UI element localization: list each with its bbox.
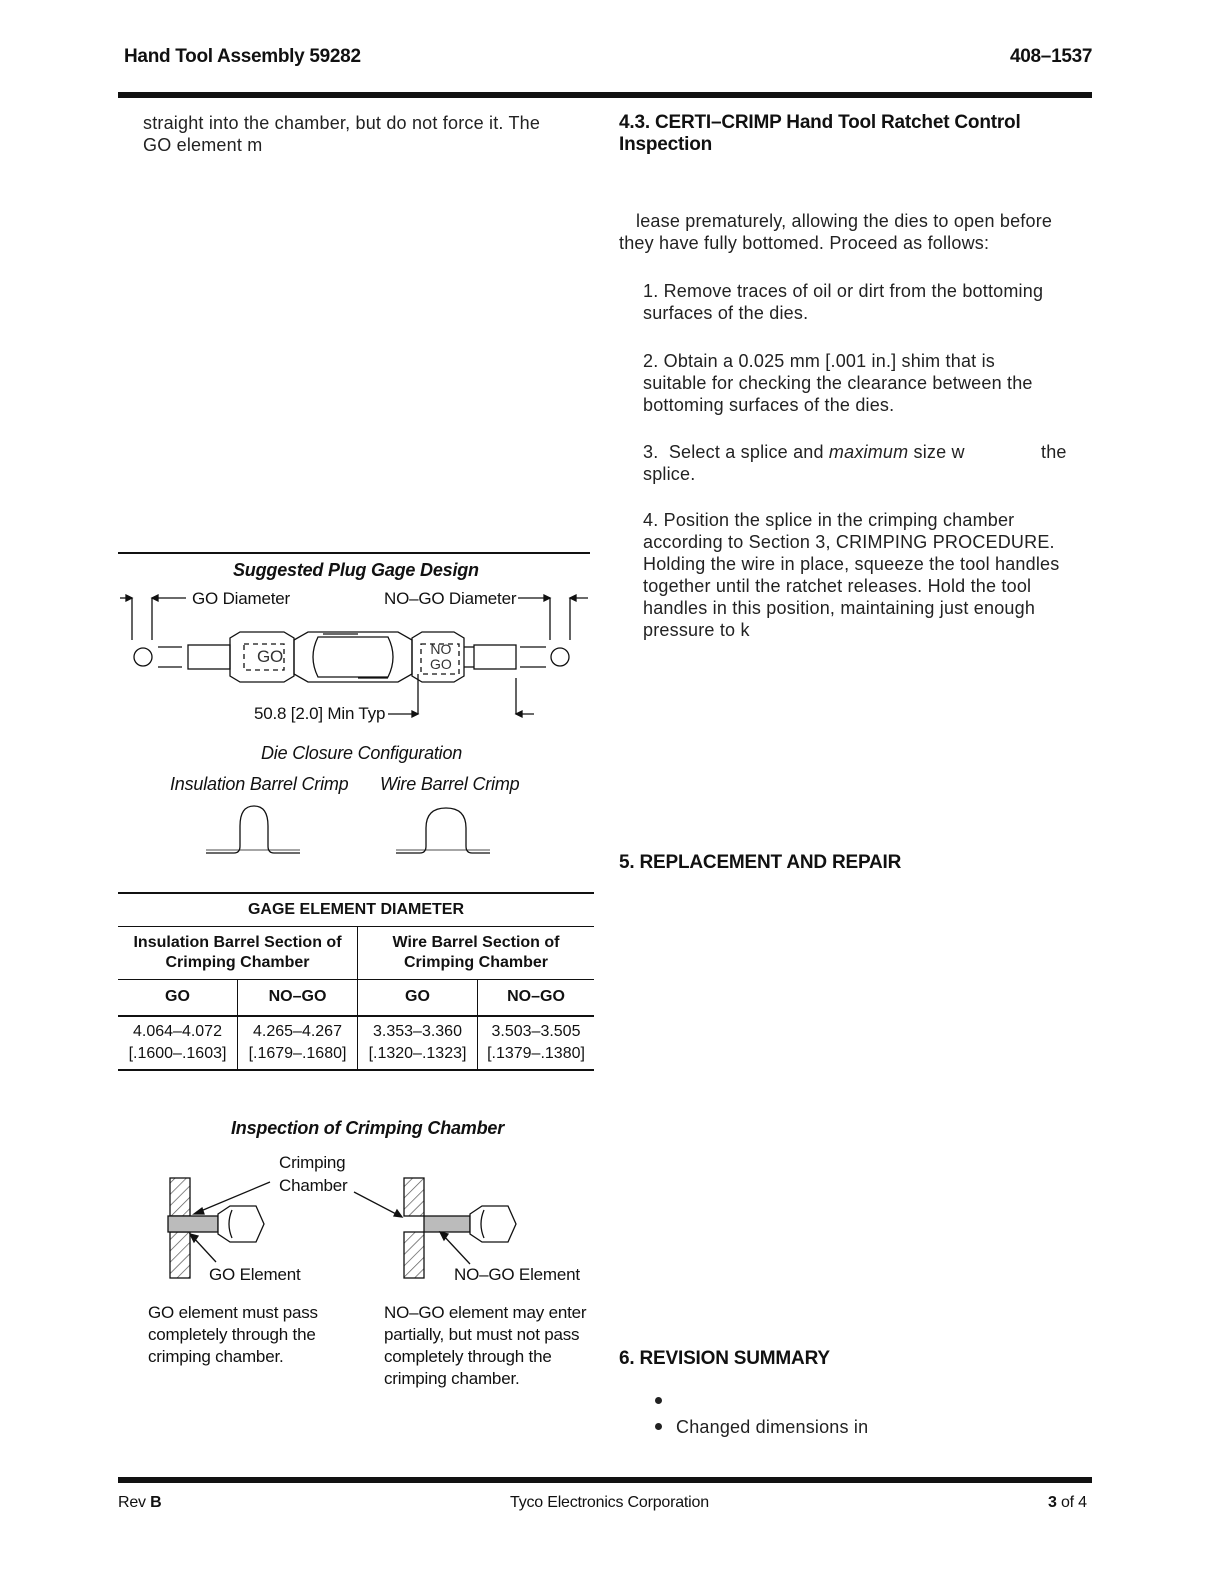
cell-in: [.1320–.1323] — [368, 1044, 467, 1062]
step-4-line-6: pressure to k — [643, 620, 750, 640]
wire-group-line-2: Crimping Chamber — [403, 954, 548, 971]
revision-label — [118, 1494, 161, 1512]
step-1-line-2: surfaces of the dies. — [643, 303, 809, 323]
column-header: NO–GO — [238, 980, 358, 1016]
cell-in: [.1379–.1380] — [487, 1044, 585, 1062]
step-2-line-3: bottoming surfaces of the dies. — [643, 395, 895, 415]
nogo-note-line-4: crimping chamber. — [384, 1369, 520, 1388]
go-pin-label: GO — [257, 647, 284, 666]
gage-element-table — [118, 894, 594, 1071]
go-note-line-3: crimping chamber. — [148, 1347, 284, 1366]
revision-bullet-2: Changed dimensions in — [676, 1417, 869, 1437]
step-3-prefix: 3. Select a splice and — [643, 442, 829, 462]
left-intro-line-1: straight into the chamber, but do not force it. The — [143, 113, 541, 133]
step-4-line-5: handles in this position, maintaining just enough — [643, 598, 1036, 618]
go-element-label: GO Element — [209, 1265, 301, 1284]
min-typ-dimension: 50.8 [2.0] Min Typ — [254, 704, 386, 723]
document-number: 408–1537 — [1010, 46, 1093, 67]
company-name: Tyco Electronics Corporation — [510, 1494, 709, 1511]
step-1-line-1: 1. Remove traces of oil or dirt from the bottoming — [643, 281, 1044, 301]
insulation-group-line-2: Crimping Chamber — [165, 954, 310, 971]
nogo-pin-label-2: GO — [430, 656, 452, 672]
section-6-heading: 6. REVISION SUMMARY — [619, 1348, 830, 1369]
table-cell — [238, 1016, 358, 1070]
cell-in: [.1679–.1680] — [248, 1044, 347, 1062]
rev-value: B — [150, 1494, 162, 1511]
step-2 — [643, 350, 1033, 416]
go-diameter-label: GO Diameter — [192, 589, 290, 608]
intro-line-2: they have fully bottomed. Proceed as follows: — [619, 233, 990, 253]
cell-mm: 3.353–3.360 — [373, 1022, 462, 1040]
bullet-icon — [655, 1423, 662, 1430]
nogo-note-line-2: partially, but must not pass — [384, 1325, 580, 1344]
gage-table-group-insulation — [118, 927, 358, 980]
cell-mm: 4.064–4.072 — [133, 1022, 222, 1040]
section-5-heading: 5. REPLACEMENT AND REPAIR — [619, 852, 902, 873]
nogo-pin-label-1: NO — [430, 641, 452, 657]
step-3-tail: the — [1041, 442, 1067, 462]
step-3-line-1 — [643, 441, 1083, 463]
section-4-3-title-1: 4.3. CERTI–CRIMP Hand Tool Ratchet Control — [619, 112, 1021, 133]
go-note-line-2: completely through the — [148, 1325, 316, 1344]
nogo-element-label: NO–GO Element — [454, 1265, 580, 1284]
footer-rule — [118, 1477, 1092, 1483]
go-note-line-1: GO element must pass — [148, 1303, 318, 1322]
step-4-line-3: Holding the wire in place, squeeze the tool handles — [643, 554, 1060, 574]
step-3-line-2: splice. — [643, 464, 696, 484]
rev-prefix: Rev — [118, 1494, 151, 1511]
left-intro — [143, 112, 540, 156]
cell-mm: 4.265–4.267 — [253, 1022, 342, 1040]
page-current: 3 — [1048, 1494, 1057, 1511]
die-closure-diagram — [200, 800, 510, 860]
nogo-note-line-1: NO–GO element may enter — [384, 1303, 587, 1322]
column-header: GO — [358, 980, 478, 1016]
gage-table-group-wire — [358, 927, 595, 980]
section-4-3-intro — [619, 210, 1052, 254]
table-cell — [358, 1016, 478, 1070]
wire-barrel-label: Wire Barrel Crimp — [380, 774, 520, 794]
step-2-line-1: 2. Obtain a 0.025 mm [.001 in.] shim that is — [643, 351, 995, 371]
table-cell — [478, 1016, 595, 1070]
go-element-note — [148, 1302, 318, 1368]
step-4-line-4: together until the ratchet releases. Hold the tool — [643, 576, 1032, 596]
cell-in: [.1600–.1603] — [128, 1044, 227, 1062]
step-4-line-2: according to Section 3, CRIMPING PROCEDURE. — [643, 532, 1055, 552]
nogo-element-note — [384, 1302, 586, 1390]
page-number — [1048, 1494, 1087, 1512]
column-header: GO — [118, 980, 238, 1016]
step-1 — [643, 280, 1043, 324]
wire-group-line-1: Wire Barrel Section of — [392, 934, 560, 951]
insulation-barrel-label: Insulation Barrel Crimp — [170, 774, 349, 794]
page-total: of 4 — [1056, 1494, 1087, 1511]
insulation-group-line-1: Insulation Barrel Section of — [133, 934, 342, 951]
step-2-line-2: suitable for checking the clearance between the — [643, 373, 1033, 393]
gage-table-title: GAGE ELEMENT DIAMETER — [118, 894, 594, 927]
plug-gage-title: Suggested Plug Gage Design — [233, 560, 479, 580]
header-rule — [118, 92, 1092, 98]
crimping-chamber-line-2: Chamber — [279, 1176, 348, 1195]
nogo-note-line-3: completely through the — [384, 1347, 552, 1366]
step-3-emphasis: maximum — [828, 442, 909, 462]
column-header: NO–GO — [478, 980, 595, 1016]
step-3 — [643, 441, 1083, 485]
figure-top-rule — [118, 552, 590, 554]
step-4 — [643, 509, 1059, 641]
crimping-chamber-line-1: Crimping — [279, 1153, 346, 1172]
step-3-suffix: size w — [908, 442, 965, 462]
section-4-3-heading — [619, 112, 1021, 156]
intro-line-1: lease prematurely, allowing the dies to open before — [636, 211, 1053, 231]
left-intro-line-2: GO element m — [143, 135, 263, 155]
table-cell — [118, 1016, 238, 1070]
document-title: Hand Tool Assembly 59282 — [124, 46, 361, 67]
inspection-title: Inspection of Crimping Chamber — [231, 1118, 505, 1138]
nogo-diameter-label: NO–GO Diameter — [384, 589, 517, 608]
step-4-line-1: 4. Position the splice in the crimping chamber — [643, 510, 1015, 530]
bullet-icon — [655, 1397, 662, 1404]
section-4-3-title-2: Inspection — [619, 134, 713, 155]
cell-mm: 3.503–3.505 — [491, 1022, 581, 1040]
die-closure-title: Die Closure Configuration — [261, 743, 463, 763]
nogo-pin-label — [430, 642, 452, 672]
